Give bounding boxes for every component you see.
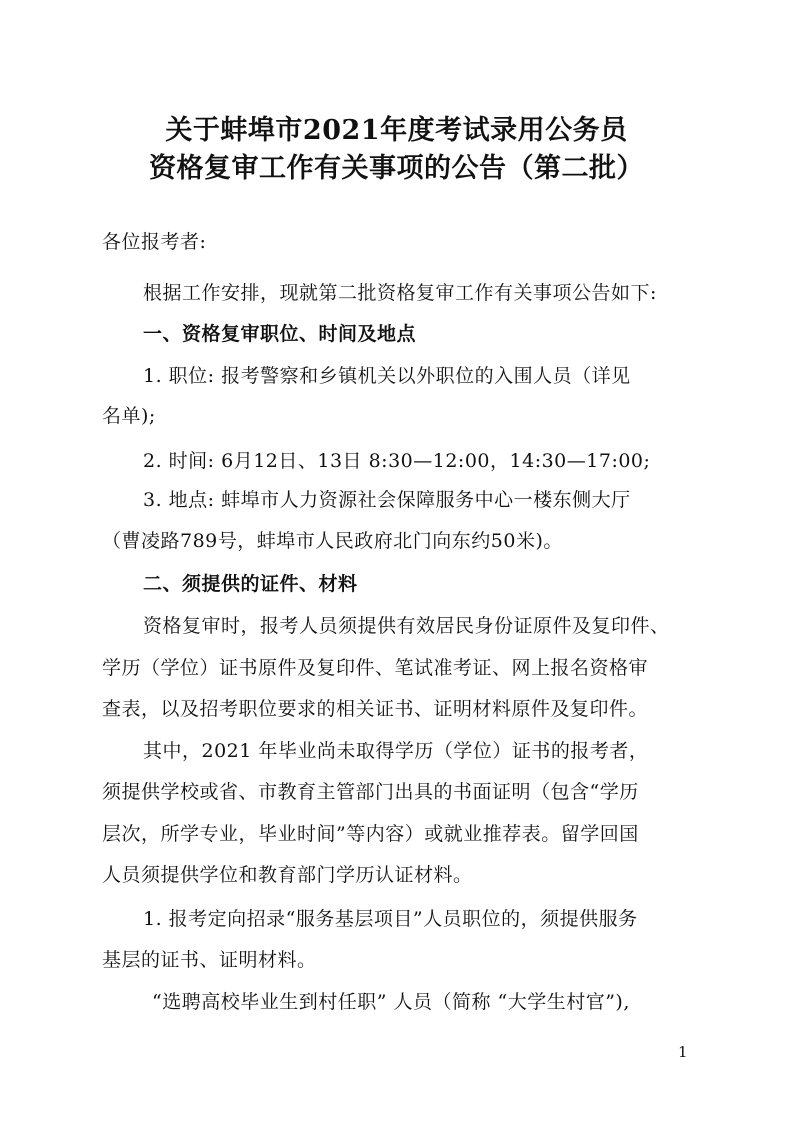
- s1-item1-line1: 1. 职位: 报考警察和乡镇机关以外职位的入围人员（详见: [143, 365, 631, 387]
- p3-line1: 1. 报考定向招录“服务基层项目”人员职位的，须提供服务: [143, 908, 638, 930]
- p2-line1: 其中，2021 年毕业尚未取得学历（学位）证书的报考者，: [143, 740, 649, 762]
- s1-item3-line2: （曹凌路789号，蚌埠市人民政府北门向东约50米)。: [102, 530, 563, 552]
- p2-line3: 层次，所学专业，毕业时间”等内容）或就业推荐表。留学回国: [102, 823, 639, 845]
- p1-line1: 资格复审时，报考人员须提供有效居民身份证原件及复印件、: [143, 615, 670, 637]
- p2-line4: 人员须提供学位和教育部门学历认证材料。: [102, 864, 473, 886]
- p3-line2: 基层的证书、证明材料。: [102, 949, 317, 971]
- s1-item3-line1: 3. 地点: 蚌埠市人力资源社会保障服务中心一楼东侧大厅: [143, 489, 631, 511]
- page-number: 1: [678, 1043, 688, 1061]
- section1-heading: 一、资格复审职位、时间及地点: [143, 323, 417, 345]
- p1-line2: 学历（学位）证书原件及复印件、笔试准考证、网上报名资格审: [102, 657, 649, 679]
- salutation: 各位报考者:: [102, 231, 207, 253]
- section2-heading: 二、须提供的证件、材料: [143, 573, 358, 595]
- s1-item2: 2. 时间: 6月12日、13日 8:30—12:00，14:30—17:00;: [143, 450, 651, 472]
- doc-title-line2: 资格复审工作有关事项的公告（第二批）: [149, 153, 644, 184]
- p1-line3: 查表，以及招考职位要求的相关证书、证明材料原件及复印件。: [102, 698, 649, 720]
- s1-item1-line2: 名单);: [102, 405, 156, 427]
- p2-line2: 须提供学校或省、市教育主管部门出具的书面证明（包含“学历: [102, 781, 639, 803]
- intro-paragraph: 根据工作安排，现就第二批资格复审工作有关事项公告如下:: [143, 282, 657, 304]
- doc-title-line1: 关于蚌埠市2021年度考试录用公务员: [165, 115, 628, 146]
- p4-line1: “选聘高校毕业生到村任职” 人员（简称 “大学生村官”),: [152, 991, 630, 1013]
